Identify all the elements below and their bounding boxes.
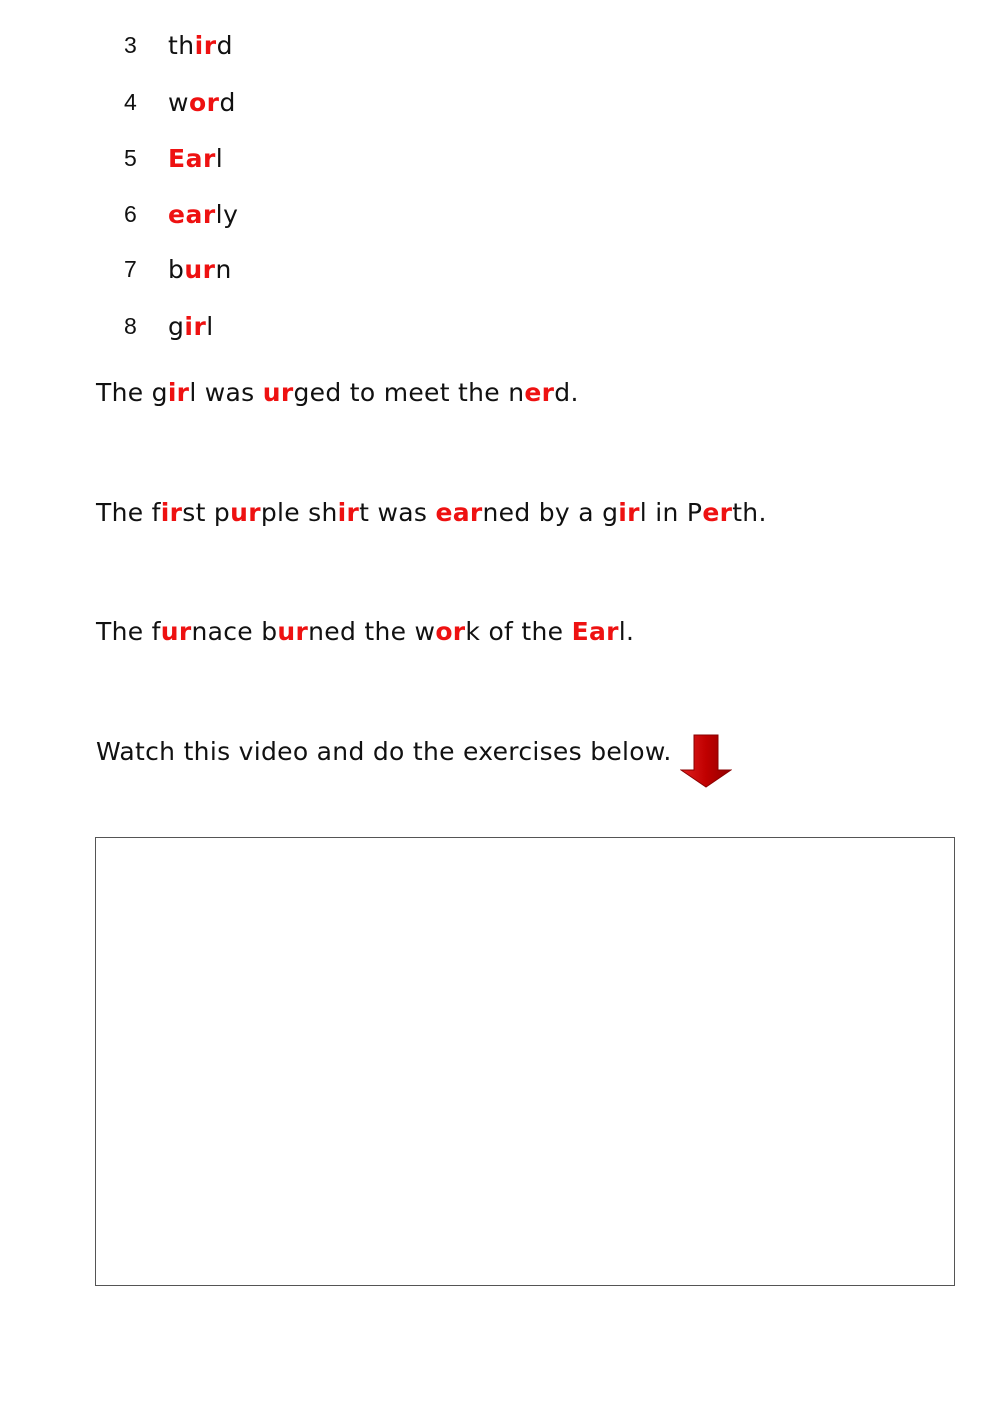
highlighted-letters: ur <box>277 617 309 646</box>
highlighted-letters: or <box>435 617 466 646</box>
example-sentence-3 <box>96 617 634 646</box>
example-sentence-1 <box>96 378 579 407</box>
text-run: g <box>168 311 185 341</box>
word <box>168 312 214 341</box>
highlighted-letters: er <box>524 378 555 407</box>
item-number: 8 <box>124 312 137 339</box>
highlighted-letters: ur <box>230 498 261 527</box>
word <box>168 88 236 117</box>
text-run: th. <box>732 498 767 527</box>
highlighted-letters: ir <box>167 378 190 407</box>
text-run: The g <box>96 378 168 407</box>
list-item <box>124 194 238 234</box>
text-run: t was <box>359 498 436 527</box>
text-run: ged to meet the n <box>293 378 525 407</box>
text-run: d <box>216 30 233 60</box>
highlighted-letters: ir <box>194 30 217 60</box>
text-run: n <box>215 254 232 284</box>
word <box>168 200 238 229</box>
list-item <box>124 249 232 289</box>
text-run: th <box>168 30 195 60</box>
highlighted-letters: ear <box>168 199 216 229</box>
text-run: The f <box>96 617 161 646</box>
text-run: w <box>168 87 189 117</box>
highlighted-letters: ir <box>184 311 207 341</box>
text-run: l <box>206 311 214 341</box>
item-number: 3 <box>124 31 137 58</box>
text-run: l <box>215 143 224 173</box>
highlighted-letters: Ear <box>168 143 216 173</box>
text-run: l was <box>189 378 263 407</box>
text-run: ple sh <box>260 498 338 527</box>
example-sentence-2 <box>96 498 767 527</box>
highlighted-letters: ear <box>435 498 483 527</box>
text-run: nace b <box>191 617 278 646</box>
highlighted-letters: ur <box>160 617 192 646</box>
highlighted-letters: or <box>188 87 220 117</box>
text-run: d. <box>554 378 579 407</box>
item-number: 5 <box>124 144 137 171</box>
item-number: 6 <box>124 200 137 227</box>
item-number: 4 <box>124 88 137 115</box>
text-run: k of the <box>465 617 572 646</box>
text-run: l in P <box>639 498 703 527</box>
highlighted-letters: ur <box>262 378 294 407</box>
text-run: ly <box>215 199 239 229</box>
text-run: l. <box>618 617 635 646</box>
highlighted-letters: ir <box>337 498 360 527</box>
instruction-text: Watch this video and do the exercises below. <box>96 737 672 766</box>
word <box>168 144 223 173</box>
list-item <box>124 25 233 65</box>
text-run: ned the w <box>308 617 436 646</box>
text-run: d <box>219 87 236 117</box>
highlighted-letters: ir <box>618 498 640 527</box>
word <box>168 255 232 284</box>
list-item <box>124 306 214 346</box>
highlighted-letters: er <box>702 498 733 527</box>
down-arrow-icon <box>680 734 732 788</box>
list-item <box>124 138 223 178</box>
word <box>168 31 233 60</box>
video-embed[interactable] <box>95 837 955 1286</box>
highlighted-letters: Ear <box>571 617 619 646</box>
list-item <box>124 82 236 122</box>
item-number: 7 <box>124 255 137 282</box>
text-run: st p <box>182 498 231 527</box>
text-run: The f <box>96 498 161 527</box>
highlighted-letters: ur <box>184 254 216 284</box>
text-run: ned by a g <box>482 498 619 527</box>
text-run: b <box>168 254 185 284</box>
highlighted-letters: ir <box>160 498 183 527</box>
